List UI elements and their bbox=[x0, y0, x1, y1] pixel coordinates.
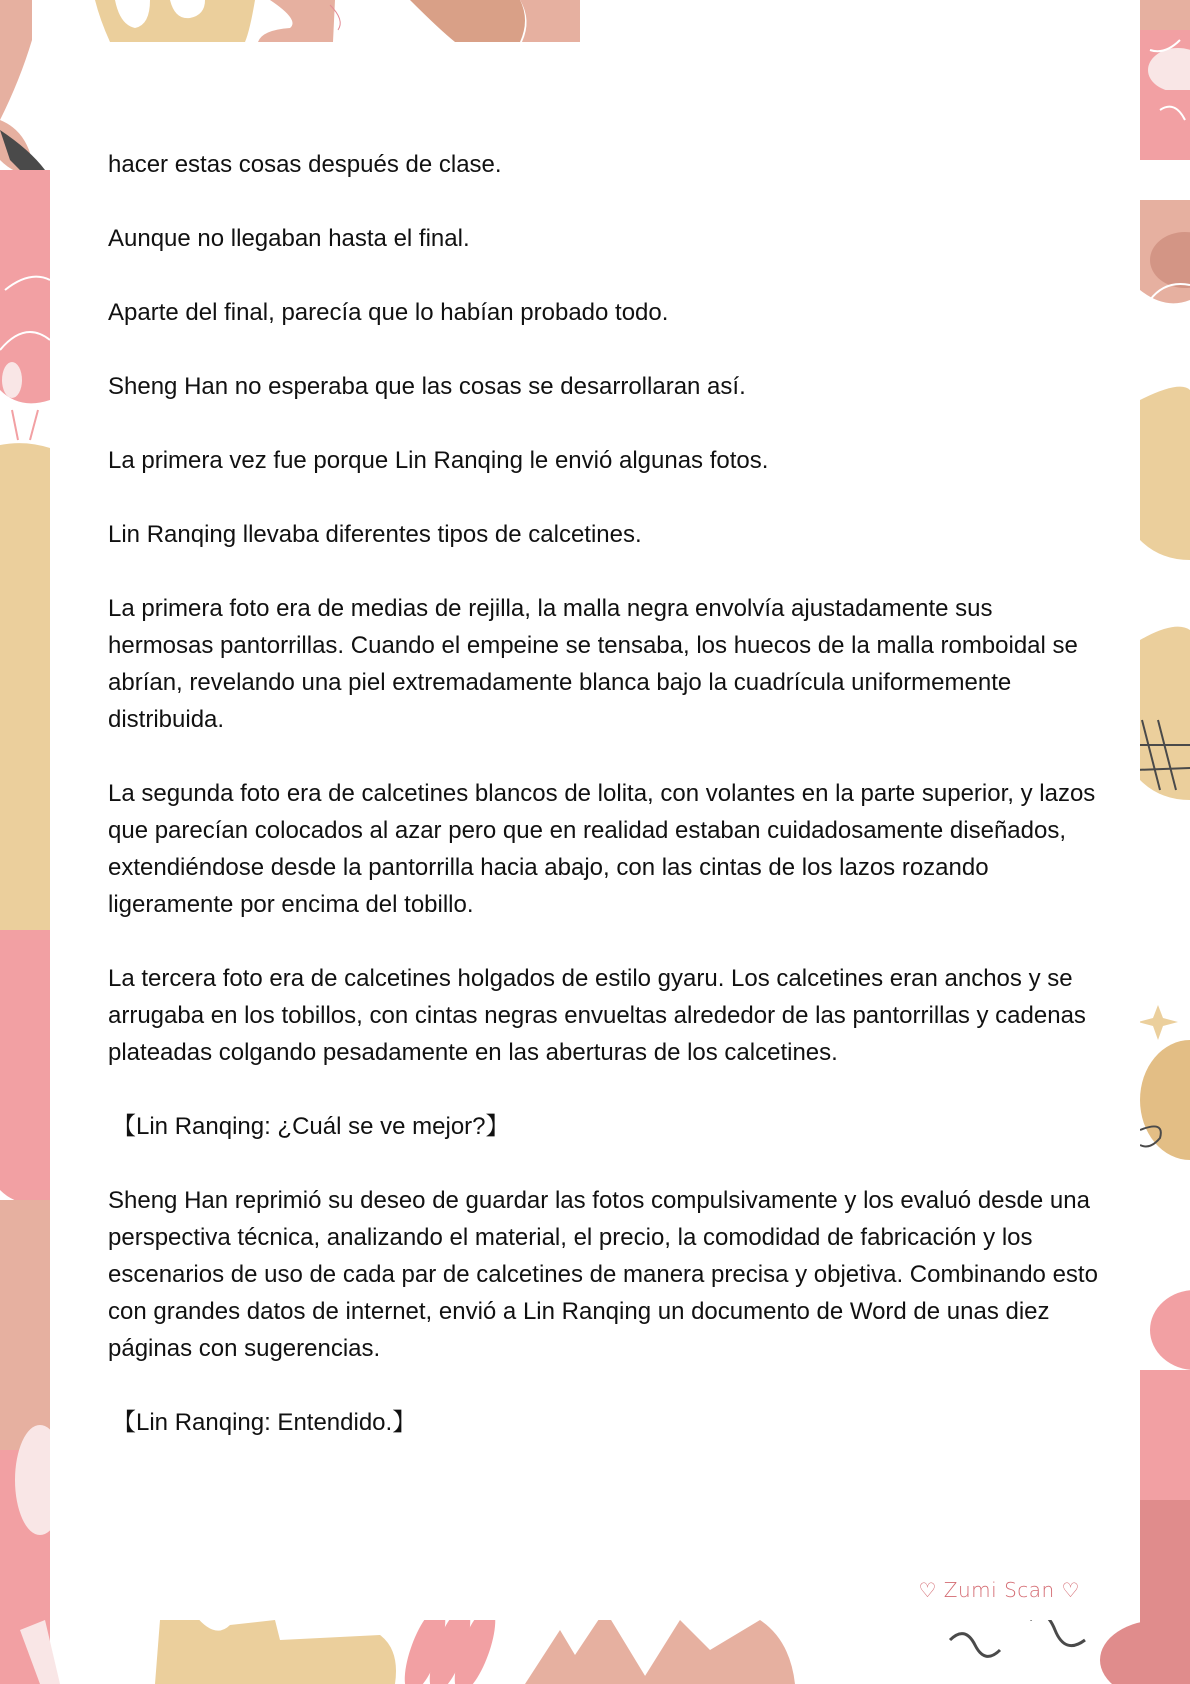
paragraph: La segunda foto era de calcetines blancos de lolita, con volantes en la parte superior, y lazos que parecían colocados al azar pero que en realidad estaban cuidadosamente diseñados, extendiéndose desde la pantorrilla hacia abajo, con las cintas de los lazos rozando ligeramente por encima del tobillo. bbox=[108, 780, 1096, 918]
paragraph: La tercera foto era de calcetines holgados de estilo gyaru. Los calcetines eran anchos y se arrugaba en los tobillos, con cintas negras envueltas alrededor de las pantorrillas y cadenas plateadas colgando pesadamente en las aberturas de los calcetines. bbox=[108, 965, 1086, 1066]
top-right-decoration bbox=[1135, 0, 1190, 303]
paragraph: hacer estas cosas después de clase. bbox=[108, 151, 502, 178]
chat-message: 【Lin Ranqing: Entendido.】 bbox=[112, 1409, 417, 1436]
document-body bbox=[108, 146, 1098, 1478]
paragraph: Sheng Han reprimió su deseo de guardar las fotos compulsivamente y los evaluó desde una perspectiva técnica, analizando el material, el precio, la comodidad de fabricación y los escenarios de uso de cada par de calcetines de manera precisa y objetiva. Combinando esto con grandes datos de internet, envió a Lin Ranqing un documento de Word de unas diez páginas con sugerencias. bbox=[108, 1187, 1098, 1362]
right-decoration bbox=[1135, 387, 1190, 1684]
paragraph: Aunque no llegaban hasta el final. bbox=[108, 225, 470, 252]
paragraph: La primera foto era de medias de rejilla, la malla negra envolvía ajustadamente sus hermosas pantorrillas. Cuando el empeine se tensaba, los huecos de la malla romboidal se abrían, revelando una piel extremadamente blanca bajo la cuadrícula uniformemente distribuida. bbox=[108, 595, 1078, 733]
scanlator-watermark: ♡ Zumi Scan ♡ bbox=[918, 1578, 1080, 1602]
chat-message: 【Lin Ranqing: ¿Cuál se ve mejor?】 bbox=[112, 1113, 510, 1140]
paragraph: La primera vez fue porque Lin Ranqing le envió algunas fotos. bbox=[108, 447, 769, 474]
paragraph: Lin Ranqing llevaba diferentes tipos de calcetines. bbox=[108, 521, 642, 548]
paragraph: Aparte del final, parecía que lo habían probado todo. bbox=[108, 299, 669, 326]
paragraph: Sheng Han no esperaba que las cosas se desarrollaran así. bbox=[108, 373, 746, 400]
